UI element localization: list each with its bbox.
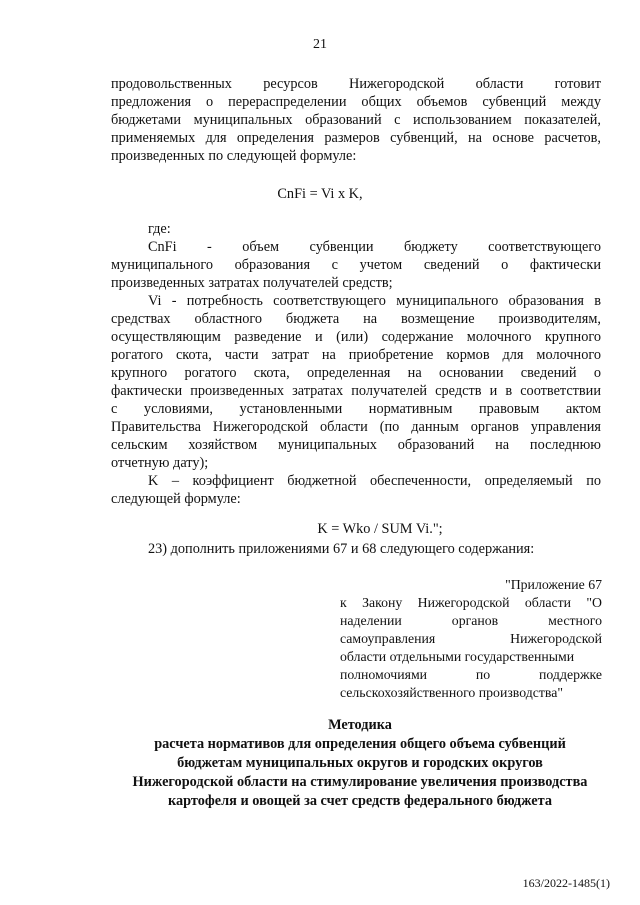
text-line: Правительства Нижегородской области (по данным органов управления bbox=[111, 419, 601, 435]
text-line: продовольственных ресурсов Нижегородской области готовит bbox=[111, 76, 601, 92]
document-code: 163/2022-1485(1) bbox=[522, 876, 610, 890]
title-line: Нижегородской области на стимулирование увеличения производства bbox=[132, 774, 588, 790]
text-line: самоуправления Нижегородской bbox=[340, 631, 602, 646]
text-line: с условиями, установленными нормативным правовым актом bbox=[111, 401, 601, 417]
text-line: фактически произведенных затратах получателей средств и в соответствии bbox=[111, 383, 601, 399]
appendix-heading: "Приложение 67 bbox=[505, 577, 602, 592]
text-line: средствах областного бюджета на возмещение производителям, bbox=[111, 311, 601, 327]
text-line: наделении органов местного bbox=[340, 613, 602, 628]
text-line: 23) дополнить приложениями 67 и 68 следующего содержания: bbox=[148, 541, 535, 557]
definitions bbox=[111, 220, 601, 508]
text-line: области отдельными государственными bbox=[340, 649, 575, 664]
text-line: рогатого скота, части затрат на приобретение кормов для молочного bbox=[111, 347, 601, 363]
formula-cnfi: CnFi = Vi x K, bbox=[277, 186, 363, 202]
page-number: 21 bbox=[313, 37, 327, 52]
title-line: бюджетам муниципальных округов и городских округов bbox=[177, 755, 543, 771]
paragraph-intro bbox=[111, 75, 601, 165]
text-line: применяемых для определения размеров субвенций, на основе расчетов, bbox=[111, 130, 601, 146]
text-line: произведенных затратах получателей средств; bbox=[111, 275, 393, 291]
text-line: крупного рогатого скота, определенная на основании сведений о bbox=[111, 365, 601, 381]
text-line: полномочиями по поддержке bbox=[340, 667, 602, 682]
text-line: осуществляющим разведение и (или) содержание молочного крупного bbox=[111, 329, 601, 345]
text-line: сельским хозяйством муниципальных образований на последнюю bbox=[111, 437, 601, 453]
item-23 bbox=[111, 540, 601, 558]
text-line: следующей формуле: bbox=[111, 491, 241, 507]
text-line: CnFi - объем субвенции бюджету соответствующего bbox=[148, 239, 601, 255]
methodology-title bbox=[80, 716, 640, 811]
text-line: муниципального образования с учетом сведений о фактически bbox=[111, 257, 601, 273]
text-line: отчетную дату); bbox=[111, 455, 209, 471]
title-line: Методика bbox=[328, 717, 392, 733]
text-line: K – коэффициент бюджетной обеспеченности, определяемый по bbox=[148, 473, 601, 489]
where-label: где: bbox=[148, 221, 171, 237]
text-line: предложения о перераспределении общих объемов субвенций между bbox=[111, 94, 601, 110]
title-line: расчета нормативов для определения общего объема субвенций bbox=[154, 736, 566, 752]
appendix-note bbox=[340, 576, 602, 702]
formula-k: K = Wko / SUM Vi."; bbox=[317, 521, 443, 537]
title-line: картофеля и овощей за счет средств федерального бюджета bbox=[167, 793, 552, 809]
text-line: сельскохозяйственного производства" bbox=[340, 685, 563, 700]
text-line: Vi - потребность соответствующего муниципального образования в bbox=[148, 293, 601, 309]
text-line: бюджетами муниципальных образований с использованием показателей, bbox=[111, 112, 601, 128]
text-line: произведенных по следующей формуле: bbox=[111, 148, 357, 164]
text-line: к Закону Нижегородской области "О bbox=[340, 595, 602, 610]
